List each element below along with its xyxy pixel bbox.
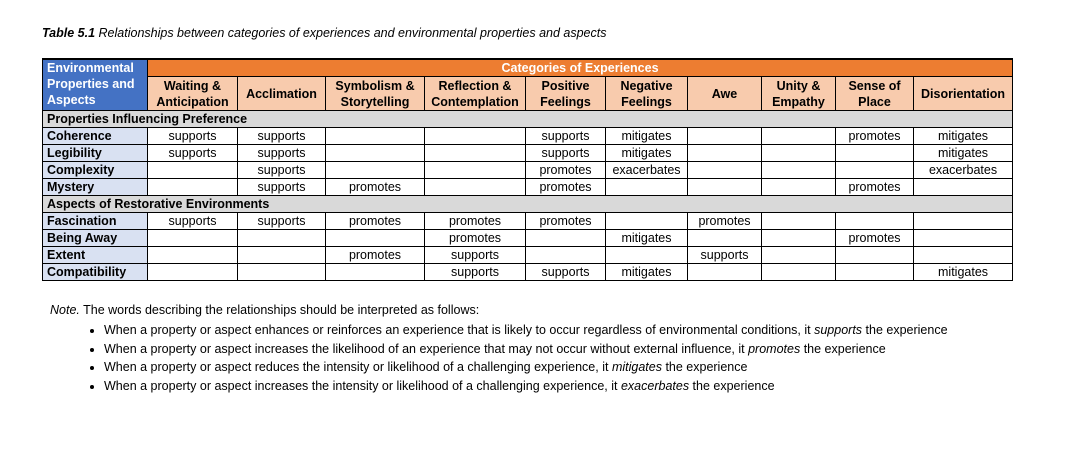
- note-bullet: [104, 321, 948, 340]
- table-cell: [688, 145, 762, 162]
- table-cell: promotes: [326, 179, 425, 196]
- table-cell: [238, 264, 326, 281]
- table-cell: promotes: [526, 213, 606, 230]
- table-cell: [326, 162, 425, 179]
- table-cell: [914, 247, 1013, 264]
- column-header: Unity & Empathy: [762, 77, 836, 111]
- table-cell: [762, 162, 836, 179]
- row-label: Extent: [43, 247, 148, 264]
- relationships-table: [42, 58, 1013, 281]
- table-cell: supports: [526, 128, 606, 145]
- note-bullet-text: When a property or aspect reduces the intensity or likelihood of a challenging experience, it: [104, 360, 612, 374]
- section-row: [43, 111, 1013, 128]
- table-cell: supports: [238, 145, 326, 162]
- note-section: [50, 303, 948, 395]
- table-cell: promotes: [836, 179, 914, 196]
- row-label: Fascination: [43, 213, 148, 230]
- table-cell: [762, 230, 836, 247]
- note-bullet-term: mitigates: [611, 360, 662, 374]
- row-label: Compatibility: [43, 264, 148, 281]
- table-cell: promotes: [425, 213, 526, 230]
- table-cell: promotes: [425, 230, 526, 247]
- row-label: Complexity: [43, 162, 148, 179]
- table-cell: [836, 162, 914, 179]
- table-cell: [238, 247, 326, 264]
- table-cell: supports: [425, 247, 526, 264]
- table-cell: mitigates: [914, 128, 1013, 145]
- table-cell: [606, 179, 688, 196]
- column-header-row: [43, 77, 1013, 111]
- table-cell: [148, 264, 238, 281]
- table-row: [43, 145, 1013, 162]
- table-row: [43, 128, 1013, 145]
- table-cell: [326, 128, 425, 145]
- note-bullet-term: supports: [814, 323, 863, 337]
- table-cell: [762, 179, 836, 196]
- table-cell: mitigates: [914, 264, 1013, 281]
- note-bullet-text-end: the experience: [689, 378, 775, 393]
- category-header: Categories of Experiences: [148, 59, 1013, 77]
- table-cell: [688, 264, 762, 281]
- table-cell: [914, 179, 1013, 196]
- table-cell: supports: [526, 145, 606, 162]
- table-cell: supports: [148, 213, 238, 230]
- table-row: [43, 162, 1013, 179]
- note-bullet-text: When a property or aspect increases the intensity or likelihood of a challenging experience, it: [104, 378, 621, 393]
- table-cell: mitigates: [606, 145, 688, 162]
- table-caption-label: Table 5.1: [42, 26, 96, 40]
- table-cell: promotes: [526, 179, 606, 196]
- table-row: [43, 179, 1013, 196]
- table-cell: promotes: [526, 162, 606, 179]
- note-list: [50, 321, 948, 395]
- section-row: [43, 196, 1013, 213]
- column-header: Positive Feelings: [526, 77, 606, 111]
- table-row: [43, 230, 1013, 247]
- note-bullet-text: When a property or aspect enhances or reinforces an experience that is likely to occur regardless of environmental conditions, it: [104, 323, 815, 337]
- table-cell: supports: [238, 162, 326, 179]
- table-cell: [836, 145, 914, 162]
- note-intro-line: [50, 303, 948, 317]
- table-cell: [526, 247, 606, 264]
- table-cell: supports: [526, 264, 606, 281]
- table-cell: mitigates: [606, 230, 688, 247]
- note-bullet-text-end: the experience: [800, 341, 886, 356]
- table-cell: [914, 230, 1013, 247]
- table-cell: supports: [238, 179, 326, 196]
- table-cell: [688, 230, 762, 247]
- table-cell: [326, 230, 425, 247]
- table-cell: [425, 162, 526, 179]
- column-header: Negative Feelings: [606, 77, 688, 111]
- section-title: Properties Influencing Preference: [43, 111, 1013, 128]
- table-cell: promotes: [836, 128, 914, 145]
- column-header: Acclimation: [238, 77, 326, 111]
- note-intro: The words describing the relationships should be interpreted as follows:: [83, 303, 480, 317]
- table-cell: [688, 162, 762, 179]
- note-label: Note.: [50, 303, 80, 317]
- table-cell: exacerbates: [914, 162, 1013, 179]
- note-bullet-text-end: the experience: [862, 323, 948, 337]
- category-header-row: [43, 59, 1013, 77]
- table-caption-title: Relationships between categories of experiences and environmental properties and aspects: [98, 26, 607, 40]
- note-bullet-term: exacerbates: [620, 378, 690, 393]
- note-bullet-text: When a property or aspect increases the likelihood of an experience that may not occur without external influence, it: [104, 341, 749, 356]
- note-bullet: [104, 340, 948, 359]
- table-cell: [425, 145, 526, 162]
- table-cell: exacerbates: [606, 162, 688, 179]
- table-cell: [148, 162, 238, 179]
- corner-header: Environmental Properties and Aspects: [43, 59, 148, 111]
- table-cell: [762, 264, 836, 281]
- table-cell: mitigates: [606, 264, 688, 281]
- table-cell: promotes: [326, 247, 425, 264]
- note-bullet: [104, 358, 948, 377]
- row-label: Being Away: [43, 230, 148, 247]
- column-header: Sense of Place: [836, 77, 914, 111]
- column-header: Awe: [688, 77, 762, 111]
- table-cell: [425, 179, 526, 196]
- table-cell: [836, 247, 914, 264]
- column-header: Reflection & Contemplation: [425, 77, 526, 111]
- row-label: Legibility: [43, 145, 148, 162]
- table-cell: [762, 145, 836, 162]
- table-cell: [526, 230, 606, 247]
- table-cell: [425, 128, 526, 145]
- row-label: Coherence: [43, 128, 148, 145]
- note-bullet-text-end: the experience: [661, 360, 748, 374]
- table-cell: promotes: [688, 213, 762, 230]
- table-row: [43, 264, 1013, 281]
- row-label: Mystery: [43, 179, 148, 196]
- table-cell: supports: [238, 128, 326, 145]
- column-header: Symbolism & Storytelling: [326, 77, 425, 111]
- table-cell: [914, 213, 1013, 230]
- table-cell: [836, 213, 914, 230]
- table-cell: mitigates: [606, 128, 688, 145]
- table-cell: supports: [148, 128, 238, 145]
- table-cell: [762, 247, 836, 264]
- table-row: [43, 213, 1013, 230]
- table-cell: supports: [238, 213, 326, 230]
- table-cell: promotes: [326, 213, 425, 230]
- table-cell: [326, 264, 425, 281]
- table-cell: [148, 247, 238, 264]
- column-header: Disorientation: [914, 77, 1013, 111]
- table-cell: [148, 179, 238, 196]
- note-bullet-term: promotes: [748, 341, 801, 356]
- table-cell: [326, 145, 425, 162]
- table-cell: supports: [688, 247, 762, 264]
- table-cell: [688, 128, 762, 145]
- table-row: [43, 247, 1013, 264]
- table-cell: mitigates: [914, 145, 1013, 162]
- table-cell: [836, 264, 914, 281]
- table-caption: [42, 26, 606, 40]
- table-cell: [238, 230, 326, 247]
- column-header: Waiting & Anticipation: [148, 77, 238, 111]
- table-cell: [762, 213, 836, 230]
- table-cell: [606, 213, 688, 230]
- note-bullet: [104, 377, 948, 396]
- table-cell: [148, 230, 238, 247]
- table-cell: [688, 179, 762, 196]
- table-cell: supports: [148, 145, 238, 162]
- table-cell: [606, 247, 688, 264]
- section-title: Aspects of Restorative Environments: [43, 196, 1013, 213]
- table-cell: [762, 128, 836, 145]
- table-cell: promotes: [836, 230, 914, 247]
- table-cell: supports: [425, 264, 526, 281]
